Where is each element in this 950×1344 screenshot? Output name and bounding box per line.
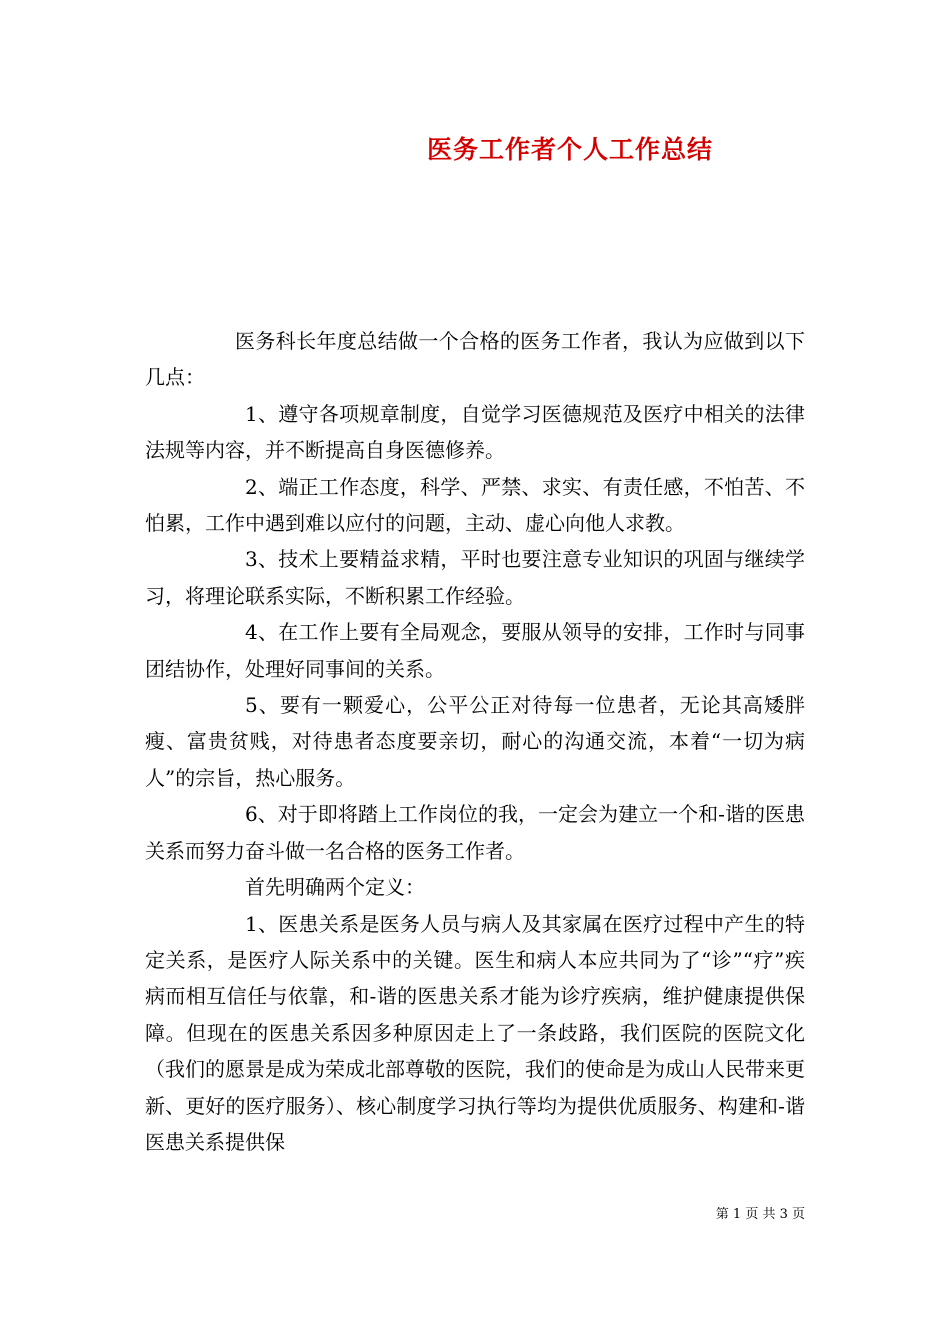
paragraph-item-5: 5、要有一颗爱心，公平公正对待每一位患者，无论其高矮胖瘦、富贵贫贱，对待患者态度要亲切，耐心的沟通交流，本着“一切为病人”的宗旨，热心服务。: [145, 693, 805, 790]
paragraph-item-3: 3、技术上要精益求精，平时也要注意专业知识的巩固与继续学习，将理论联系实际，不断积累工作经验。: [145, 547, 805, 608]
paragraph-item-2: 2、端正工作态度，科学、严禁、求实、有责任感，不怕苦、不怕累，工作中遇到难以应付的问题，主动、虚心向他人求教。: [145, 474, 805, 536]
paragraph-item-4: 4、在工作上要有全局观念，要服从领导的安排，工作时与同事团结协作，处理好同事间的关系。: [145, 620, 805, 681]
paragraph-item-6: 6、对于即将踏上工作岗位的我，一定会为建立一个和-谐的医患关系而努力奋斗做一名合格的医务工作者。: [145, 802, 805, 863]
paragraph-definition-1: 1、医患关系是医务人员与病人及其家属在医疗过程中产生的特定关系，是医疗人际关系中的关键。医生和病人本应共同为了“诊”“疗”疾病而相互信任与依靠，和-谐的医患关系才能为诊疗疾病，维护健康提供保障。但现在的医患关系因多种原因走上了一条歧路，我们医院的医院文化（我们的愿景是成为荣成北部尊敬的医院，我们的使命是为成山人民带来更新、更好的医疗服务）、核心制度学习执行等均为提供优质服务、构建和-谐医患关系提供保: [145, 911, 805, 1154]
document-title: 医务工作者个人工作总结: [426, 135, 713, 164]
document-body: [145, 323, 805, 1160]
page-number: 第 1 页 共 3 页: [715, 1207, 805, 1222]
paragraph-definitions-heading: 首先明确两个定义：: [245, 875, 425, 900]
paragraph-item-1: 1、遵守各项规章制度，自觉学习医德规范及医疗中相关的法律法规等内容，并不断提高自身医德修养。: [145, 401, 805, 463]
paragraph-intro: 医务科长年度总结做一个合格的医务工作者，我认为应做到以下几点：: [145, 329, 805, 390]
